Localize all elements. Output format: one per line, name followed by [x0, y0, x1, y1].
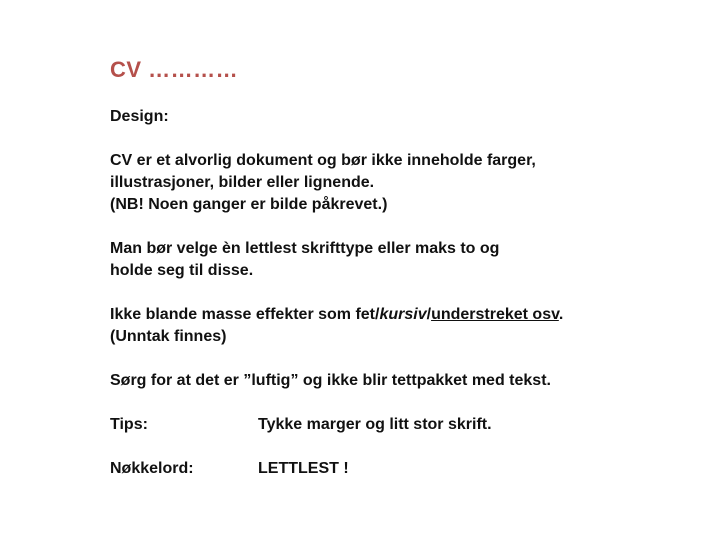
- design-heading: Design:: [110, 108, 169, 125]
- slash-separator: /: [375, 306, 380, 323]
- spacer: [110, 216, 710, 238]
- keyword-row: [110, 458, 710, 480]
- effects-prefix: Ikke blande masse effekter som fet: [110, 306, 376, 323]
- spacer: [110, 348, 710, 370]
- keyword-value: LETTLEST !: [258, 460, 349, 477]
- effects-suffix: .: [558, 306, 564, 323]
- paragraph-1-line-2: illustrasjoner, bilder eller lignende.: [110, 174, 375, 191]
- italic-example: kursiv: [379, 306, 427, 323]
- tips-row: [110, 414, 710, 436]
- paragraph-3-line-1: [110, 304, 710, 326]
- underline-example: understreket osv: [431, 306, 559, 323]
- paragraph-2-line-1: Man bør velge èn lettlest skrifttype eller maks to og: [110, 240, 500, 257]
- slash-separator: /: [426, 306, 432, 323]
- paragraph-2-line-2: holde seg til disse.: [110, 262, 254, 279]
- paragraph-3-line-2: (Unntak finnes): [110, 328, 227, 345]
- tips-value: Tykke marger og litt stor skrift.: [258, 416, 492, 433]
- tips-label: Tips:: [110, 416, 148, 433]
- paragraph-4: Sørg for at det er ”luftig” og ikke blir tettpakket med tekst.: [110, 372, 551, 389]
- keyword-label: Nøkkelord:: [110, 460, 194, 477]
- spacer: [110, 128, 710, 150]
- spacer: [110, 436, 710, 458]
- spacer: [110, 392, 710, 414]
- paragraph-1-line-1: CV er et alvorlig dokument og bør ikke inneholde farger,: [110, 152, 536, 169]
- slide-content: [110, 56, 710, 480]
- spacer: [110, 282, 710, 304]
- slide-title: CV …………: [110, 57, 239, 82]
- paragraph-1-line-3: (NB! Noen ganger er bilde påkrevet.): [110, 196, 388, 213]
